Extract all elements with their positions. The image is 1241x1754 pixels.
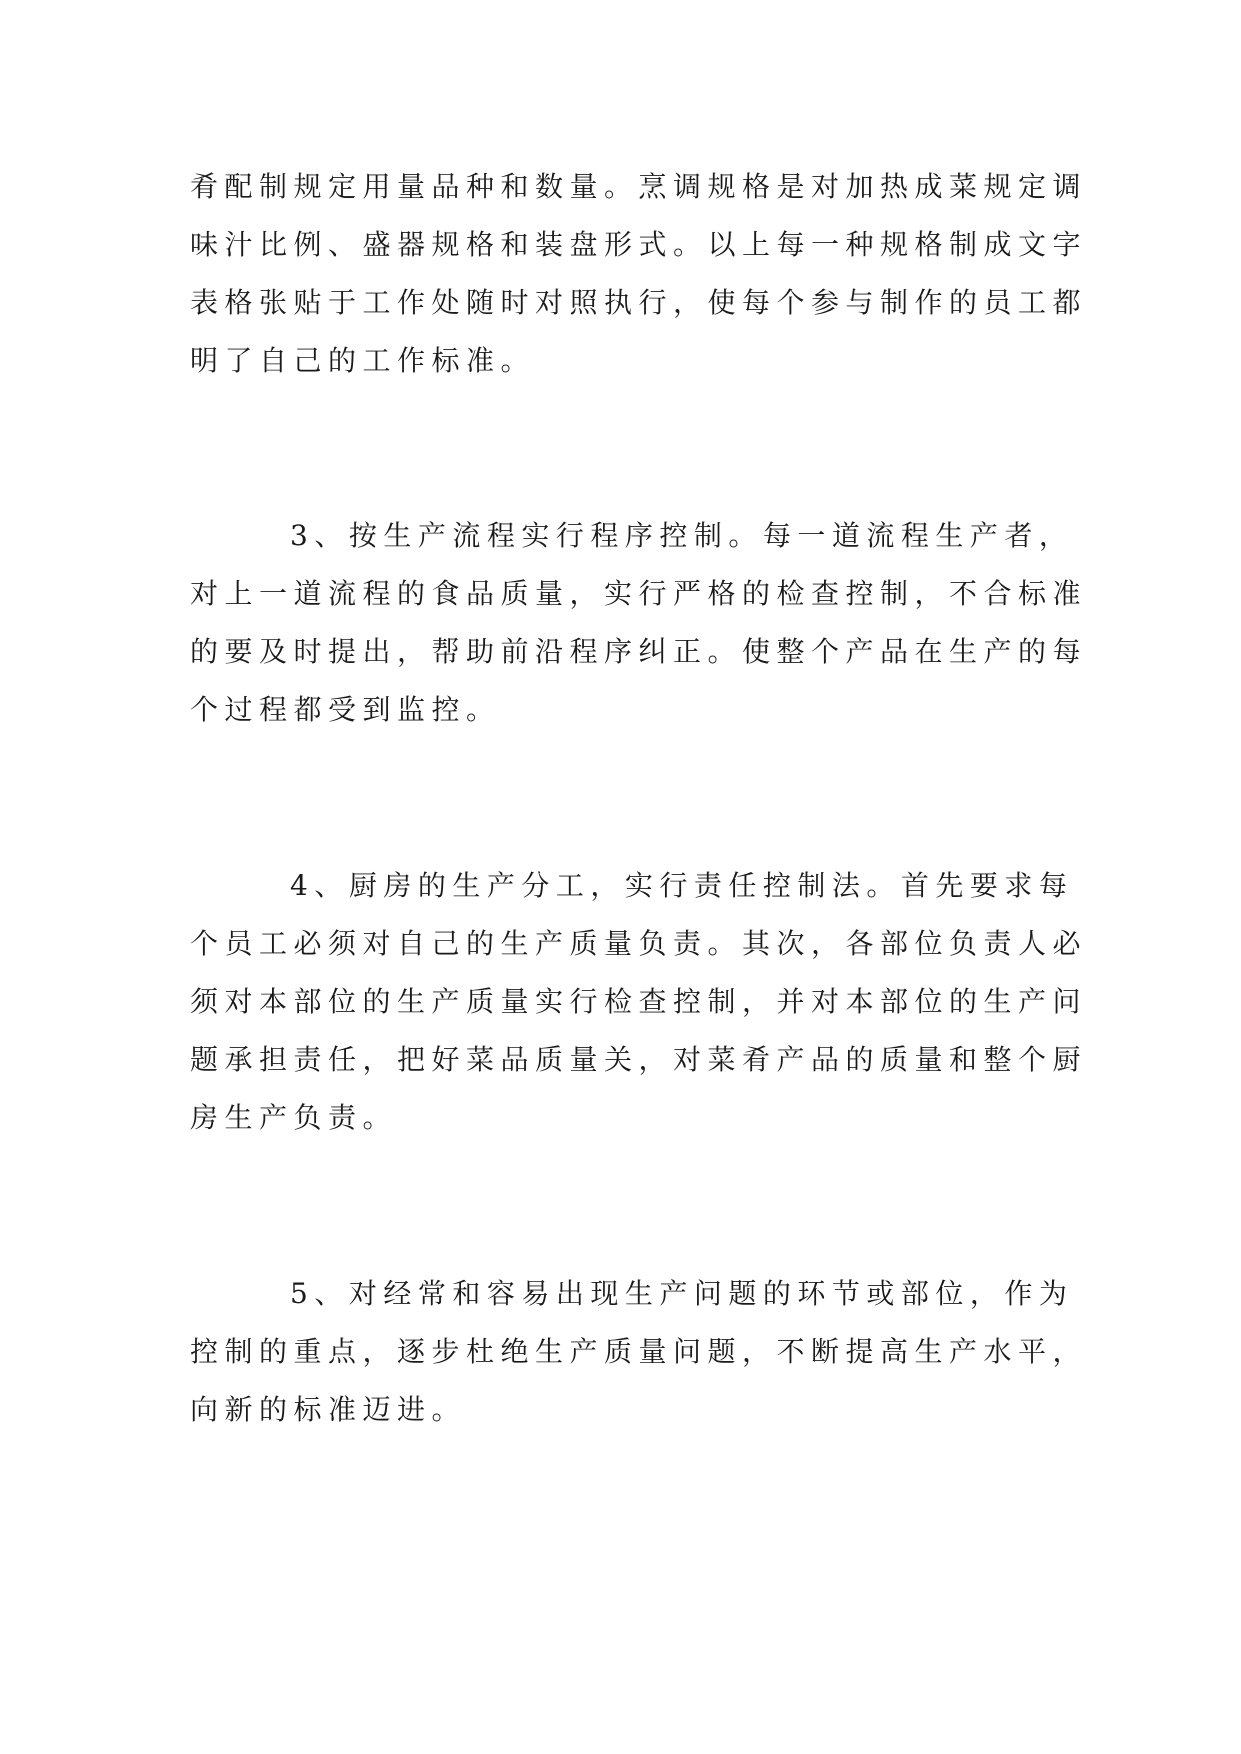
text-line: 的要及时提出，帮助前沿程序纠正。使整个产品在生产的每 bbox=[190, 635, 1088, 668]
text-line: 3、按生产流程实行程序控制。每一道流程生产者， bbox=[290, 519, 1074, 552]
paragraph-specification-standards bbox=[190, 158, 1087, 390]
text-line: 题承担责任，把好菜品质量关，对菜肴产品的质量和整个厨 bbox=[190, 1043, 1088, 1076]
text-line: 须对本部位的生产质量实行检查控制，并对本部位的生产问 bbox=[190, 985, 1088, 1018]
text-line: 个过程都受到监控。 bbox=[190, 693, 501, 726]
text-line: 房生产负责。 bbox=[190, 1101, 398, 1134]
text-line: 4、厨房的生产分工，实行责任控制法。首先要求每 bbox=[290, 869, 1074, 902]
text-line: 对上一道流程的食品质量，实行严格的检查控制，不合标准 bbox=[190, 577, 1088, 610]
text-line: 控制的重点，逐步杜绝生产质量问题，不断提高生产水平， bbox=[190, 1335, 1088, 1368]
text-line: 明了自己的工作标准。 bbox=[190, 344, 536, 377]
paragraph-item-4-responsibility-control bbox=[190, 857, 1087, 1147]
paragraph-item-5-key-point-control bbox=[190, 1265, 1087, 1439]
text-line: 个员工必须对自己的生产质量负责。其次，各部位负责人必 bbox=[190, 927, 1088, 960]
paragraph-item-3-process-control bbox=[190, 507, 1087, 739]
text-line: 肴配制规定用量品种和数量。烹调规格是对加热成菜规定调 bbox=[190, 170, 1088, 203]
text-line: 表格张贴于工作处随时对照执行，使每个参与制作的员工都 bbox=[190, 286, 1088, 319]
text-line: 向新的标准迈进。 bbox=[190, 1393, 467, 1426]
text-line: 味汁比例、盛器规格和装盘形式。以上每一种规格制成文字 bbox=[190, 228, 1088, 261]
text-line: 5、对经常和容易出现生产问题的环节或部位，作为 bbox=[290, 1277, 1074, 1310]
